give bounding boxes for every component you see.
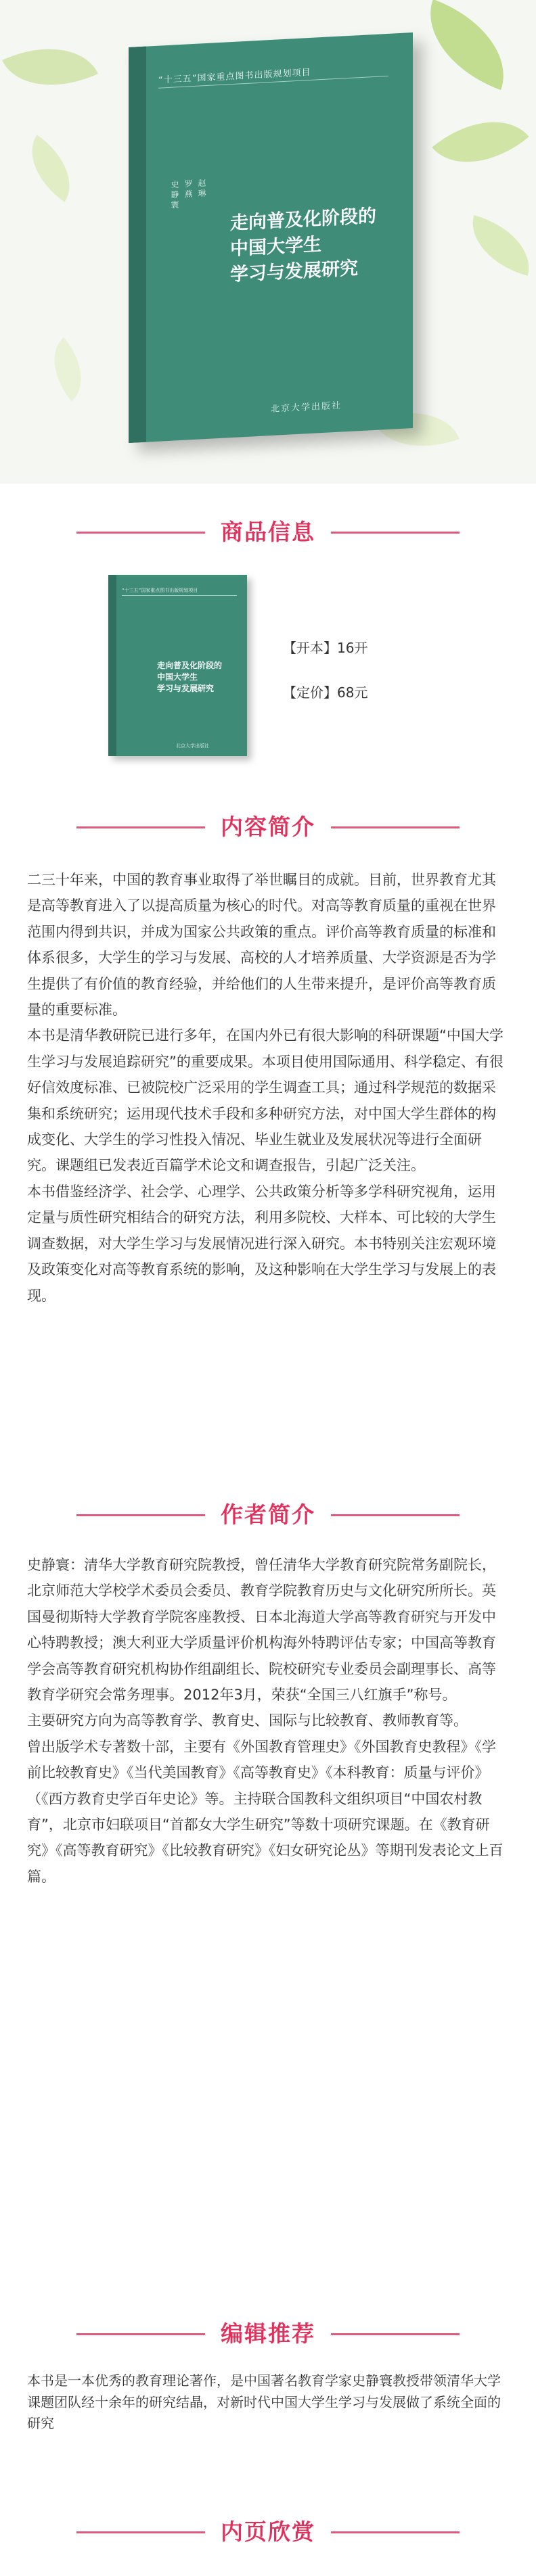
section-title: 编辑推荐 [221, 2320, 315, 2347]
author-intro-text [27, 1552, 509, 1890]
book-spine [108, 575, 116, 756]
cover-title-line: 学习与发展研究 [230, 258, 358, 286]
cover-author: 赵琳 [197, 178, 206, 200]
spec-format: 【开本】16开 [283, 640, 368, 656]
spec-price: 【定价】68元 [283, 684, 368, 701]
cover-title-line: 中国大学生 [157, 672, 198, 682]
section-header-editor-rec [0, 2317, 536, 2351]
author-paragraph: 史静寰：清华大学教育研究院教授，曾任清华大学教育研究院常务副院长，北京师范大学校学术委员会委员、教育学院教育历史与文化研究所所长。英国曼彻斯特大学教育学院客座教授、日本北海道大学高等教育研究与开发中心特聘教授；澳大利亚大学质量评价机构海外特聘评估专家；中国高等教育学会高等教育研究机构协作组副组长、院校研究专业委员会副理事长、高等教育学研究会常务理事。2012年3月，荣获“全国三八红旗手”称号。 [27, 1557, 496, 1704]
cover-title [157, 660, 238, 695]
cover-publisher: 北京大学出版社 [176, 743, 209, 749]
cover-publisher: 北京大学出版社 [271, 400, 342, 415]
hero-banner [0, 0, 536, 484]
editor-rec-text: 本书是一本优秀的教育理论著作，是中国著名教育学家史静寰教授带领清华大学课题团队经十余年的研究结晶，对新时代中国大学生学习与发展做了系统全面的研究 [27, 2372, 501, 2431]
cover-title-line: 走向普及化阶段的 [157, 661, 223, 670]
section-header-product-info [0, 515, 536, 549]
book-spine [129, 47, 146, 443]
author-paragraph: 曾出版学术专著数十部，主要有《外国教育管理史》《外国教育史教程》《学前比较教育史》《当代美国教育》《高等教育史》《本科教育：质量与评价》（《西方教育史学百年史论》等。主持联合国教科文组织项目“中国农村教育”，北京市妇联项目“首都女大学生研究”等数十项研究课题。在《教育研究》《高等教育研究》《比较教育研究》《妇女研究论丛》等期刊发表论文上百篇。 [27, 1738, 504, 1885]
book-cover-large [129, 32, 413, 443]
cover-title-line: 学习与发展研究 [157, 684, 215, 693]
content-intro-text [27, 867, 509, 1309]
cover-title [230, 203, 393, 289]
cover-author: 罗燕 [183, 179, 193, 200]
section-header-content-intro [0, 810, 536, 844]
cover-author: 史静寰 [170, 180, 179, 211]
cover-series-label: “十三五”国家重点图书出版规划项目 [122, 588, 198, 593]
leaf-decoration [2, 26, 98, 108]
content-paragraph: 本书借鉴经济学、社会学、心理学、公共政策分析等多学科研究视角，运用定量与质性研究相结合的研究方法，利用多院校、大样本、可比较的大学生调查数据，对大学生学习与发展情况进行深入研究。本书特别关注宏观环境及政策变化对高等教育系统的影响，及这种影响在大学生学习与发展上的表现。 [27, 1183, 496, 1304]
content-paragraph: 二三十年来，中国的教育事业取得了举世瞩目的成就。目前，世界教育尤其是高等教育进入了以提高质量为核心的时代。对高等教育质量的重视在世界范围内得到共识，并成为国家公共政策的重点。评价高等教育质量的标准和体系很多，大学生的学习与发展、高校的人才培养质量、大学资源是否为学生提供了有价值的教育经验，并给他们的人生带来提升，是评价高等教育质量的重要标准。 [27, 872, 496, 1018]
leaf-decoration [37, 337, 98, 402]
cover-title-line: 走向普及化阶段的 [230, 205, 376, 235]
section-header-author-intro [0, 1498, 536, 1532]
leaf-decoration [462, 215, 536, 276]
section-title: 内页欣赏 [221, 2519, 315, 2545]
section-title: 作者简介 [221, 1501, 315, 1528]
leaf-decoration [411, 0, 522, 90]
book-cover-small [108, 575, 247, 756]
cover-title-line: 中国大学生 [230, 234, 321, 260]
cover-series-label: “十三五”国家重点图书出版规划项目 [158, 67, 311, 86]
leaf-decoration [432, 95, 529, 189]
section-header-inner-pages [0, 2515, 536, 2549]
cover-rule [122, 595, 237, 596]
leaf-decoration [15, 135, 87, 202]
author-paragraph: 主要研究方向为高等教育学、教育史、国际与比较教育、教师教育等。 [27, 1712, 468, 1729]
content-paragraph: 本书是清华教研院已进行多年，在国内外已有很大影响的科研课题“中国大学生学习与发展追踪研究”的重要成果。本项目使用国际通用、科学稳定、有很好信效度标准、已被院校广泛采用的学生调查工具；通过科学规范的数据采集和系统研究；运用现代技术手段和多种研究方法，对中国大学生群体的构成变化、大学生的学习性投入情况、毕业生就业及发展状况等进行全面研究。课题组已发表近百篇学术论文和调查报告，引起广泛关注。 [27, 1027, 504, 1174]
section-title: 内容简介 [221, 814, 315, 840]
section-title: 商品信息 [221, 519, 315, 545]
